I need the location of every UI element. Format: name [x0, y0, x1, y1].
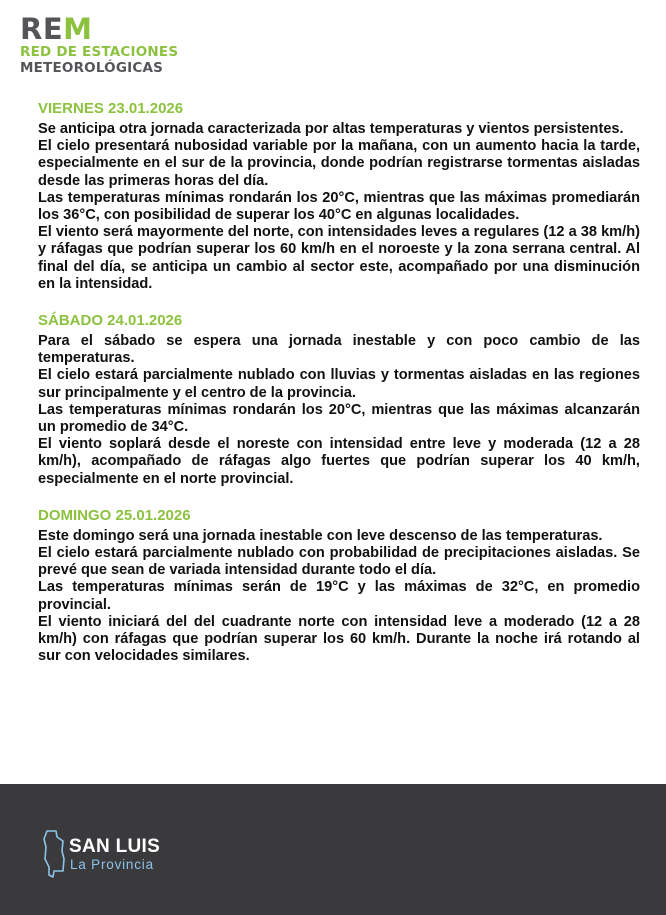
day-title: DOMINGO 25.01.2026	[38, 506, 191, 524]
day-title: VIERNES 23.01.2026	[38, 100, 184, 117]
logo-subtitle-line1: RED DE ESTACIONES	[20, 44, 179, 60]
logo-wordmark	[20, 14, 178, 44]
forecast-paragraph: Las temperaturas mínimas rondarán los 20°C, mientras que las máximas alcanzarán un promedio de 34°C.	[38, 401, 640, 436]
forecast-day-saturday	[38, 312, 640, 488]
forecast-paragraph: Las temperaturas mínimas serán de 19°C y las máximas de 32°C, en promedio provincial.	[38, 579, 640, 613]
day-title: SÁBADO 24.01.2026	[38, 312, 183, 330]
forecast-paragraph: Este domingo será una jornada inestable con leve descenso de las temperaturas.	[38, 527, 603, 544]
forecast-paragraph: Las temperaturas mínimas rondarán los 20°C, mientras que las máximas promediarán los 36°C, con posibilidad de superar los 40°C en algunas localidades.	[38, 189, 640, 224]
brand-subtitle: La Provincia	[70, 857, 154, 872]
forecast-content	[38, 100, 640, 684]
forecast-paragraph: El cielo presentará nubosidad variable por la mañana, con un aumento hacia la tarde, especialmente en el sur de la provincia, donde podrían registrarse tormentas aisladas desde las primeras horas del día.	[38, 138, 640, 189]
forecast-paragraph: Para el sábado se espera una jornada inestable y con poco cambio de las temperaturas.	[38, 333, 640, 367]
rem-logo	[20, 14, 178, 76]
forecast-day-friday	[38, 100, 640, 293]
forecast-paragraph: El cielo estará parcialmente nublado con lluvias y tormentas aisladas en las regiones sur principalmente y el centro de la provincia.	[38, 367, 640, 401]
forecast-paragraph: El viento iniciará del del cuadrante norte con intensidad leve a moderado (12 a 28 km/h) con ráfagas que podrían superar los 60 km/h. Durante la noche irá rotando al sur con velocidades similares.	[38, 613, 640, 665]
logo-m: M	[63, 12, 93, 46]
forecast-paragraph: Se anticipa otra jornada caracterizada por altas temperaturas y vientos persistentes.	[38, 121, 624, 137]
forecast-paragraph: El viento será mayormente del norte, con intensidades leves a regulares (12 a 38 km/h) y ráfagas que podrían superar los 60 km/h en el noroeste y la zona serrana central. Al final del día, se anticipa un cambio al sector este, acompañado por una disminución en la intensidad.	[38, 224, 640, 292]
forecast-paragraph: El viento soplará desde el noreste con intensidad entre leve y moderada (12 a 28 km/h), acompañado de ráfagas algo fuertes que podrían superar los 40 km/h, especialmente en el norte provincial.	[38, 436, 640, 487]
forecast-day-sunday	[38, 507, 640, 666]
logo-subtitle-line2: METEOROLÓGICAS	[20, 60, 164, 76]
san-luis-logo	[42, 829, 172, 879]
brand-name: SAN LUIS	[69, 836, 161, 857]
province-map-icon	[42, 829, 68, 879]
forecast-paragraph: El cielo estará parcialmente nublado con probabilidad de precipitaciones aisladas. Se prevé que sean de variada intensidad durante todo el día.	[38, 545, 640, 579]
logo-re: RE	[20, 12, 64, 46]
